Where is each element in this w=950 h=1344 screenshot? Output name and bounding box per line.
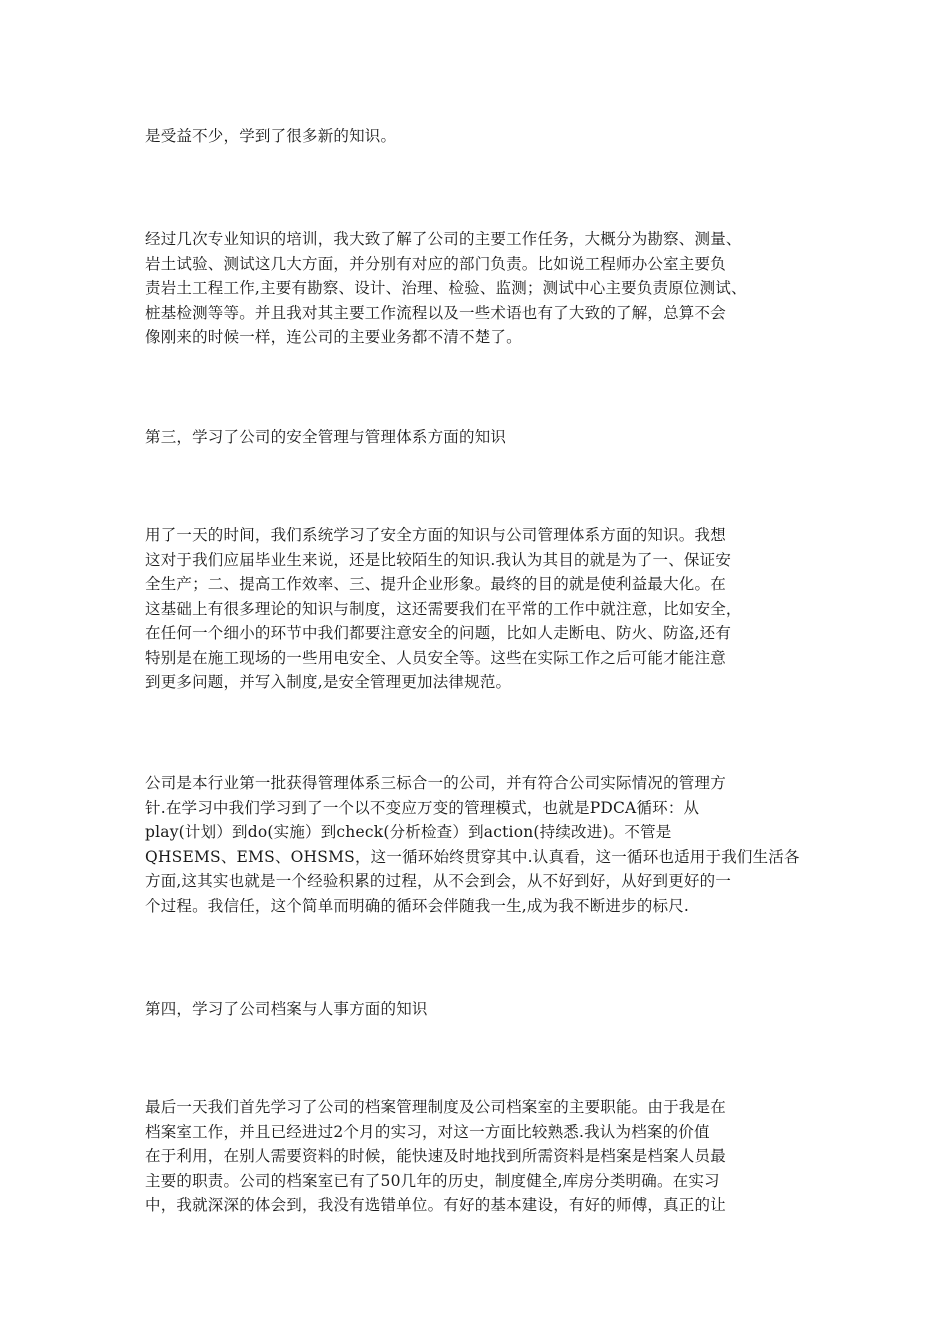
section-heading-safety: 第三，学习了公司的安全管理与管理体系方面的知识 <box>145 428 507 446</box>
paragraph-training: 经过几次专业知识的培训，我大致了解了公司的主要工作任务，大概分为勘察、测量、 岩土试验、测试这几大方面，并分别有对应的部门负责。比如说工程师办公室主要负 责岩土工程工作,主要有勘察、设计、治理、检验、监测；测试中心主要负责原位测试、 桩基检测等等。并且我对其主要工作流程以及一些术语也有了大致的了解，总算不会 像刚来的时候一样，连公司的主要业务都不清不楚了。 <box>145 230 747 346</box>
paragraph-archives: 最后一天我们首先学习了公司的档案管理制度及公司档案室的主要职能。由于我是在 档案室工作，并且已经进过2个月的实习，对这一方面比较熟悉.我认为档案的价值 在于利用，在别人需要资料的时候，能快速及时地找到所需资料是档案是档案人员最 主要的职责。公司的档案室已有了50几年的历史，制度健全,库房分类明确。在实习 中，我就深深的体会到，我没有选错单位。有好的基本建设，有好的师傅，真正的让 <box>145 1098 726 1214</box>
paragraph-safety: 用了一天的时间，我们系统学习了安全方面的知识与公司管理体系方面的知识。我想 这对于我们应届毕业生来说，还是比较陌生的知识.我认为其目的就是为了一、保证安 全生产；二、提高工作效率、三、提升企业形象。最终的目的就是使利益最大化。在 这基础上有很多理论的知识与制度，这还需要我们在平常的工作中就注意，比如安全， 在任何一个细小的环节中我们都要注意安全的问题，比如人走断电、防火、防盗,还有 特别是在施工现场的一些用电安全、人员安全等。这些在实际工作之后可能才能注意 到更多问题，并写入制度,是安全管理更加法律规范。 <box>145 526 742 691</box>
section-heading-archives: 第四，学习了公司档案与人事方面的知识 <box>145 1000 428 1018</box>
paragraph-intro-tail: 是受益不少，学到了很多新的知识。 <box>145 127 397 145</box>
paragraph-pdca: 公司是本行业第一批获得管理体系三标合一的公司，并有符合公司实际情况的管理方 针.在学习中我们学习到了一个以不变应万变的管理模式，也就是PDCA循环：从 play(计划）到do(实施）到check(分析检查）到action(持续改进)。不管是 QHSEMS、EMS、OHSMS，这一循环始终贯穿其中.认真看，这一循环也适用于我们生活各 方面,这其实也就是一个经验积累的过程，从不会到会，从不好到好，从好到更好的一 个过程。我信任，这个简单而明确的循环会伴随我一生,成为我不断进步的标尺. <box>145 774 800 915</box>
